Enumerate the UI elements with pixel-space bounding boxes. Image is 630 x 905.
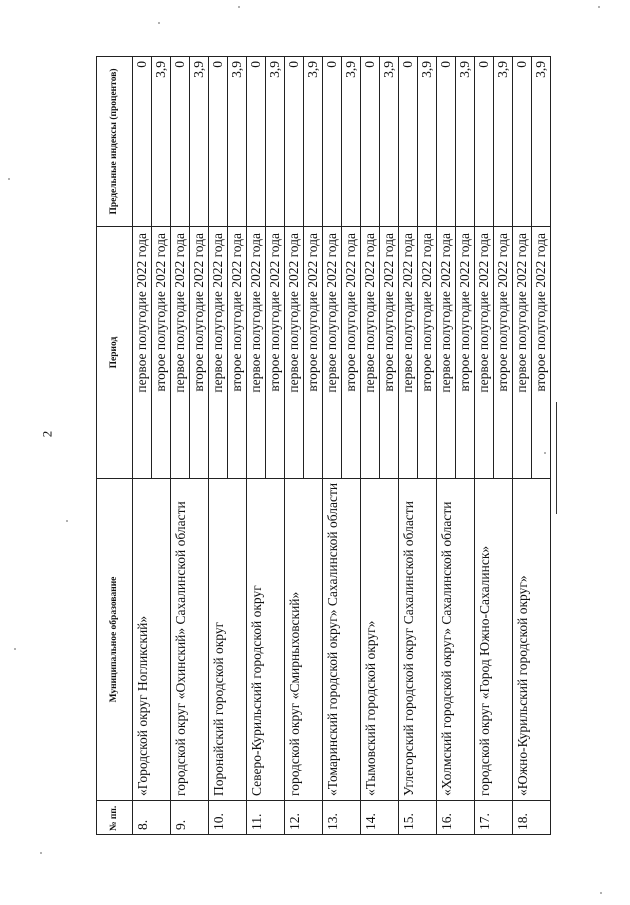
index-cell: 0 [475,57,494,227]
index-cell: 3,9 [456,57,475,227]
table-row [209,57,228,835]
row-number: 11. [247,801,285,835]
municipality-name: «Южно-Курильский городской округ» [513,479,551,801]
table-container [96,57,549,835]
index-table [96,56,551,835]
row-number: 12. [285,801,323,835]
period-cell: второе полугодие 2022 года [304,227,323,479]
municipality-name: городской округ «Город Южно-Сахалинск» [475,479,513,801]
municipality-name: Северо-Курильский городской округ [247,479,285,801]
row-number: 17. [475,801,513,835]
index-cell: 0 [513,57,532,227]
row-number: 10. [209,801,247,835]
index-cell: 0 [361,57,380,227]
index-cell: 0 [323,57,342,227]
period-cell: второе полугодие 2022 года [228,227,247,479]
municipality-name: Поронайский городской округ [209,479,247,801]
header-index: Предельные индексы (процентов) [97,57,133,227]
period-cell: первое полугодие 2022 года [323,227,342,479]
table-row [133,57,152,835]
index-cell: 3,9 [494,57,513,227]
scan-speck [8,178,10,180]
header-period: Период [97,227,133,479]
scan-speck [598,6,600,8]
period-cell: первое полугодие 2022 года [437,227,456,479]
period-cell: второе полугодие 2022 года [342,227,361,479]
municipality-name: «Томаринский городской округ» Сахалинской области [323,479,361,801]
index-cell: 3,9 [228,57,247,227]
index-cell: 3,9 [304,57,323,227]
table-row [247,57,266,835]
index-cell: 3,9 [418,57,437,227]
rotated-table-frame [96,57,549,835]
row-number: 14. [361,801,399,835]
period-cell: второе полугодие 2022 года [152,227,171,479]
municipality-name: городской округ «Смирныховский» [285,479,323,801]
table-row [361,57,380,835]
index-cell: 3,9 [152,57,171,227]
table-row [437,57,456,835]
period-cell: первое полугодие 2022 года [133,227,152,479]
period-cell: первое полугодие 2022 года [361,227,380,479]
table-row [513,57,532,835]
table-row [323,57,342,835]
municipality-name: Углегорский городской округ Сахалинской области [399,479,437,801]
table-row [171,57,190,835]
index-cell: 3,9 [190,57,209,227]
period-cell: второе полугодие 2022 года [380,227,399,479]
period-cell: первое полугодие 2022 года [171,227,190,479]
signature-line [556,402,557,514]
row-number: 9. [171,801,209,835]
period-cell: второе полугодие 2022 года [190,227,209,479]
table-row [285,57,304,835]
period-cell: первое полугодие 2022 года [209,227,228,479]
row-number: 15. [399,801,437,835]
scan-speck [600,892,602,894]
index-cell: 0 [247,57,266,227]
index-cell: 0 [209,57,228,227]
period-cell: второе полугодие 2022 года [494,227,513,479]
row-number: 13. [323,801,361,835]
period-cell: второе полугодие 2022 года [266,227,285,479]
index-cell: 0 [437,57,456,227]
index-cell: 0 [399,57,418,227]
header-municipality: Муниципальное образование [97,479,133,801]
index-cell: 0 [171,57,190,227]
scan-speck [544,452,546,454]
index-cell: 3,9 [342,57,361,227]
index-cell: 0 [285,57,304,227]
municipality-name: «Тымовский городской округ» [361,479,399,801]
index-cell: 3,9 [380,57,399,227]
period-cell: первое полугодие 2022 года [285,227,304,479]
scan-speck [14,648,16,650]
period-cell: первое полугодие 2022 года [247,227,266,479]
index-cell: 3,9 [532,57,551,227]
table-row [475,57,494,835]
municipality-name: «Холмский городской округ» Сахалинской области [437,479,475,801]
municipality-name: «Городской округ Ногликский» [133,479,171,801]
period-cell: первое полугодие 2022 года [513,227,532,479]
period-cell: второе полугодие 2022 года [456,227,475,479]
period-cell: второе полугодие 2022 года [532,227,551,479]
period-cell: первое полугодие 2022 года [399,227,418,479]
period-cell: второе полугодие 2022 года [418,227,437,479]
scan-speck [238,6,240,8]
row-number: 8. [133,801,171,835]
table-row [399,57,418,835]
page-number: 2 [39,430,55,438]
scan-speck [66,520,68,522]
municipality-name: городской округ «Охинский» Сахалинской области [171,479,209,801]
table-header-row [97,57,133,835]
row-number: 16. [437,801,475,835]
table-body [133,57,551,835]
scan-speck [40,852,42,854]
header-number: № пп. [97,801,133,835]
index-cell: 3,9 [266,57,285,227]
scan-speck [158,22,160,24]
period-cell: первое полугодие 2022 года [475,227,494,479]
row-number: 18. [513,801,551,835]
index-cell: 0 [133,57,152,227]
